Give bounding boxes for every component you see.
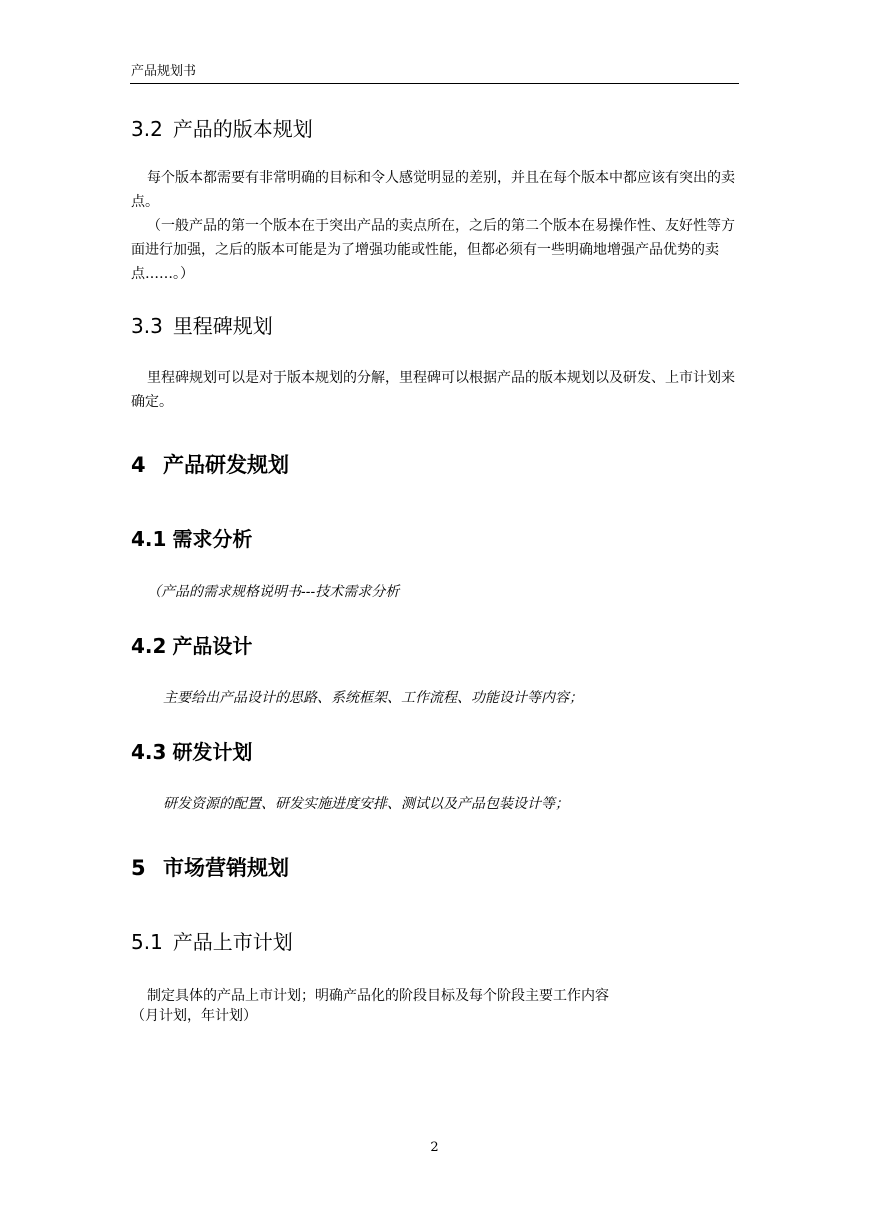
- running-header: 产品规划书: [131, 64, 197, 79]
- heading-text: 产品的版本规划: [172, 117, 313, 141]
- paragraph-3-2-a: 每个版本都需要有非常明确的目标和令人感觉明显的差别，并且在每个版本中都应该有突出的卖点。: [131, 170, 735, 210]
- heading-5-1: [131, 929, 293, 955]
- heading-number: 4.1: [131, 527, 167, 551]
- paragraph-3-2-b: （一般产品的第一个版本在于突出产品的卖点所在，之后的第二个版本在易操作性、友好性等方面进行加强，之后的版本可能是为了增强功能或性能，但都必须有一些明确地增强产品优势的卖点……。）: [131, 218, 735, 282]
- heading-text: 市场营销规划: [163, 856, 289, 880]
- heading-text: 里程碑规划: [172, 314, 273, 338]
- heading-text: 研发计划: [172, 740, 253, 764]
- page-number: 2: [430, 1140, 439, 1155]
- paragraph-3-3: 里程碑规划可以是对于版本规划的分解，里程碑可以根据产品的版本规划以及研发、上市计划来确定。: [131, 370, 735, 410]
- heading-number: 3.2: [131, 117, 163, 141]
- heading-text: 产品上市计划: [172, 930, 293, 954]
- paragraph-4-2: 主要给出产品设计的思路、系统框架、工作流程、功能设计等内容；: [163, 690, 583, 706]
- heading-number: 4.2: [131, 634, 167, 658]
- heading-3-2: [131, 116, 313, 142]
- heading-4-3: [131, 739, 252, 765]
- heading-text: 产品设计: [172, 634, 253, 658]
- heading-3-3: [131, 313, 273, 339]
- paragraph-4-1: （产品的需求规格说明书---技术需求分析: [147, 584, 400, 600]
- heading-number: 5.1: [131, 930, 163, 954]
- paragraph-5-1-line1: 制定具体的产品上市计划；明确产品化的阶段目标及每个阶段主要工作内容: [147, 988, 609, 1004]
- heading-number: 4: [131, 453, 146, 477]
- heading-4: [131, 451, 289, 479]
- paragraph-4-3: 研发资源的配置、研发实施进度安排、测试以及产品包装设计等；: [163, 796, 569, 812]
- heading-number: 5: [131, 856, 146, 880]
- heading-5: [131, 854, 289, 882]
- heading-text: 产品研发规划: [163, 453, 289, 477]
- heading-4-1: [131, 526, 252, 552]
- header-rule: [130, 83, 739, 84]
- heading-number: 4.3: [131, 740, 167, 764]
- heading-text: 需求分析: [172, 527, 253, 551]
- heading-4-2: [131, 633, 252, 659]
- heading-number: 3.3: [131, 314, 163, 338]
- paragraph-5-1-line2: （月计划，年计划）: [131, 1008, 257, 1024]
